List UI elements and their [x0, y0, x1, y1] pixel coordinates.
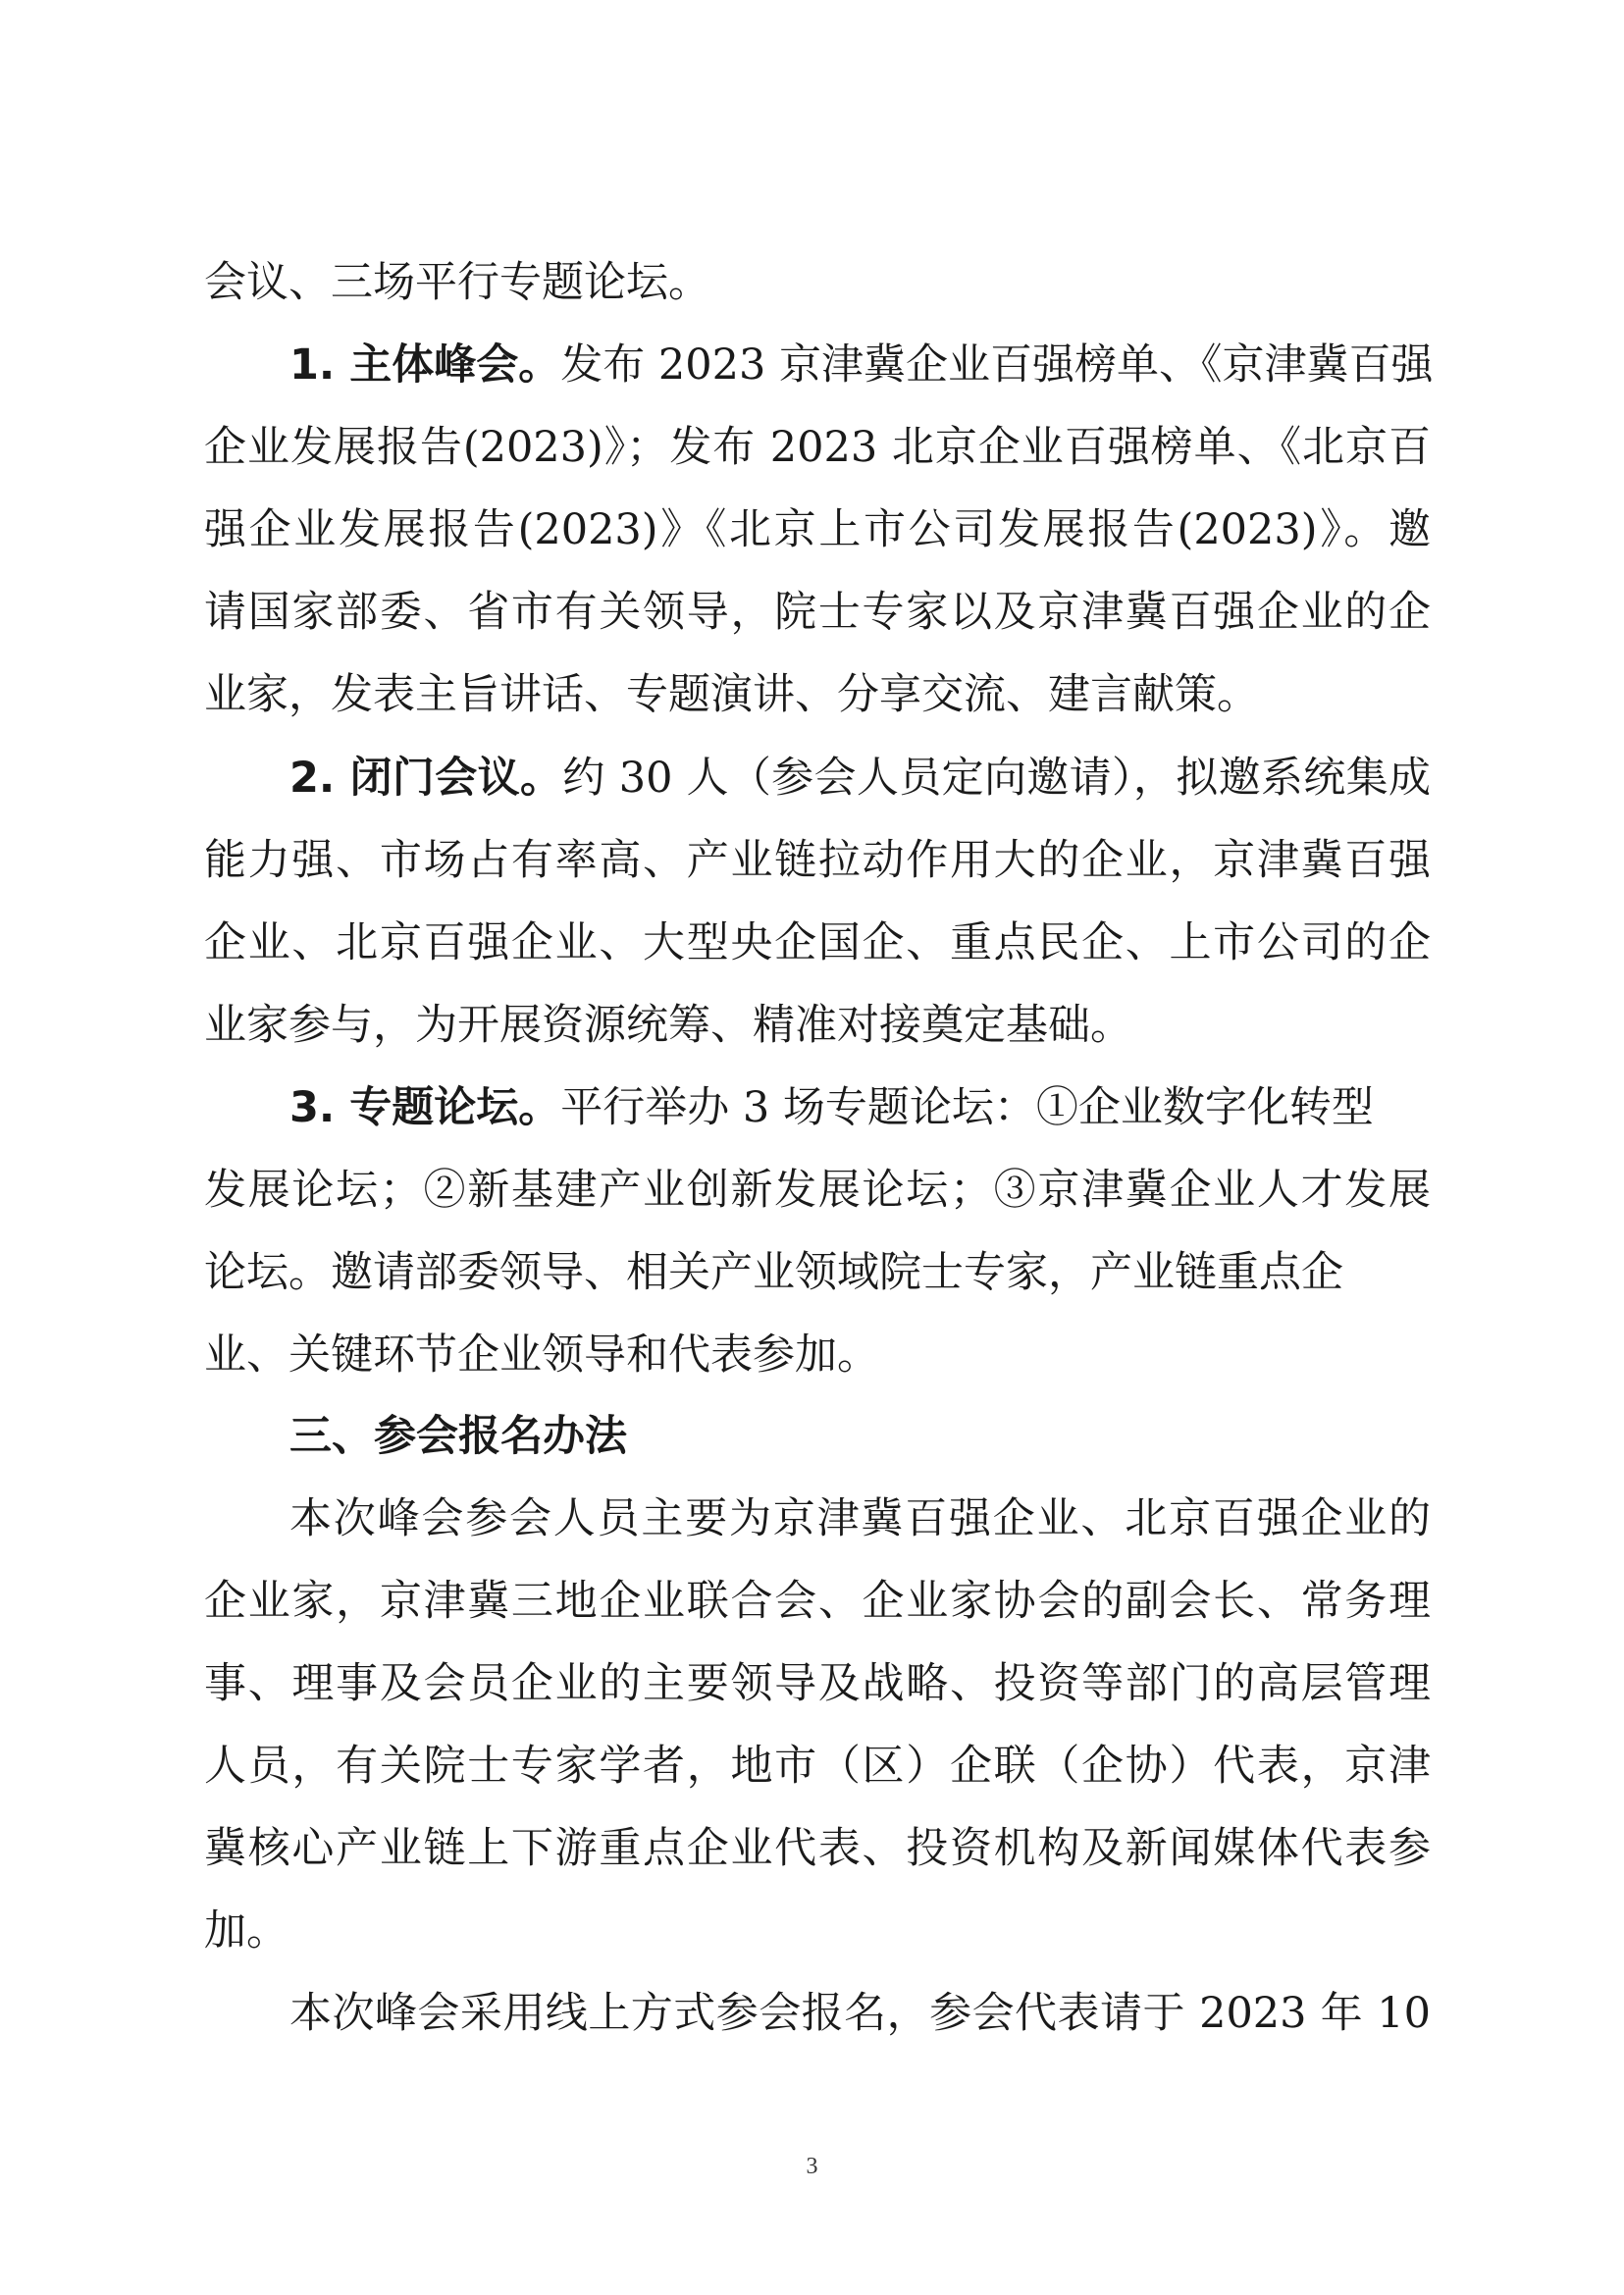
paragraph-line: 本次峰会参会人员主要为京津冀百强企业、北京百强企业的 [289, 1494, 1431, 1543]
paragraph-line: 冀核心产业链上下游重点企业代表、投资机构及新闻媒体代表参 [204, 1824, 1431, 1873]
section-heading: 三、参会报名办法 [289, 1412, 627, 1461]
item-2-text: 约 30 人（参会人员定向邀请），拟邀系统集成 [562, 754, 1431, 803]
item-1-text: 发布 2023 京津冀企业百强榜单、《京津冀百强 [560, 340, 1434, 390]
paragraph-line: 企业家，京津冀三地企业联合会、企业家协会的副会长、常务理 [204, 1577, 1431, 1626]
item-3-label: 3. 专题论坛。 [289, 1083, 561, 1132]
item-1-line [289, 336, 1434, 394]
item-2-line [289, 749, 1431, 808]
paragraph-line: 企业发展报告(2023)》；发布 2023 北京企业百强榜单、《北京百 [204, 423, 1431, 472]
paragraph-line: 事、理事及会员企业的主要领导及战略、投资等部门的高层管理 [204, 1659, 1431, 1708]
page-number: 3 [806, 2154, 818, 2179]
paragraph-line: 论坛。邀请部委领导、相关产业领域院士专家，产业链重点企 [204, 1248, 1343, 1297]
item-1-label: 1. 主体峰会。 [289, 340, 561, 390]
paragraph-line: 本次峰会采用线上方式参会报名，参会代表请于 2023 年 10 [289, 1989, 1431, 2038]
paragraph-line: 能力强、市场占有率高、产业链拉动作用大的企业，京津冀百强 [204, 836, 1431, 885]
item-2-label: 2. 闭门会议。 [289, 754, 563, 803]
paragraph-line: 发展论坛；②新基建产业创新发展论坛；③京津冀企业人才发展 [204, 1166, 1431, 1215]
paragraph-line: 强企业发展报告(2023)》《北京上市公司发展报告(2023)》。邀 [204, 505, 1431, 554]
item-3-text: 平行举办 3 场专题论坛：①企业数字化转型 [560, 1083, 1374, 1132]
paragraph-line: 业家参与，为开展资源统筹、精准对接奠定基础。 [204, 1001, 1132, 1050]
paragraph-line: 请国家部委、省市有关领导，院士专家以及京津冀百强企业的企 [204, 588, 1431, 637]
paragraph-line: 企业、北京百强企业、大型央企国企、重点民企、上市公司的企 [204, 918, 1431, 967]
paragraph-line: 人员，有关院士专家学者，地市（区）企联（企协）代表，京津 [204, 1742, 1431, 1791]
paragraph-line: 业、关键环节企业领导和代表参加。 [204, 1330, 879, 1380]
paragraph-line: 业家，发表主旨讲话、专题演讲、分享交流、建言献策。 [204, 670, 1259, 719]
paragraph-line: 加。 [204, 1906, 288, 1956]
item-3-line [289, 1078, 1431, 1137]
paragraph-line: 会议、三场平行专题论坛。 [204, 258, 710, 307]
